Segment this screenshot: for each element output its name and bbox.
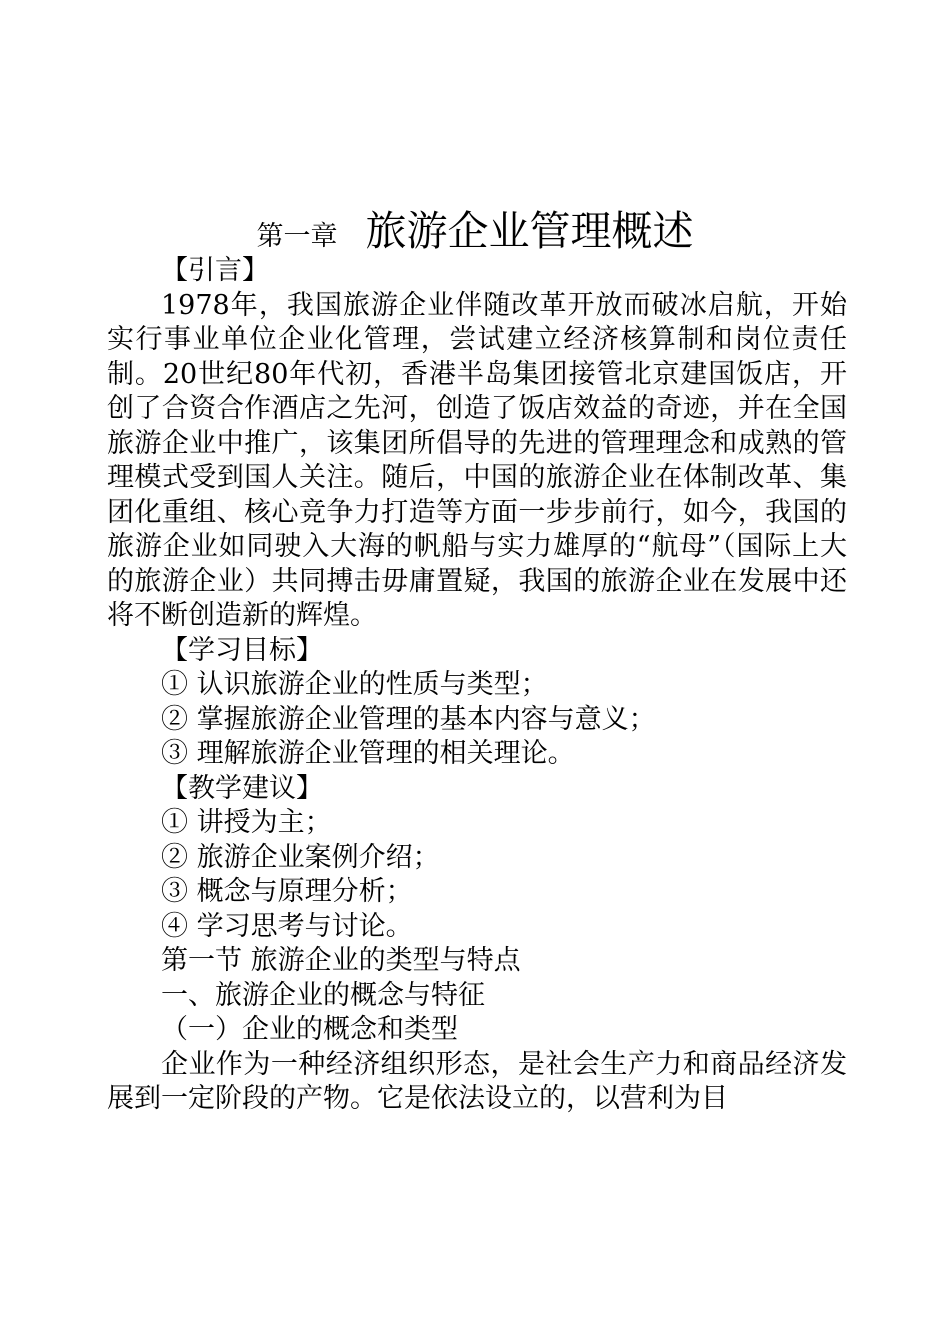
chapter-title-line [0,198,950,257]
chapter-label: 第一章 [256,221,338,252]
intro-paragraph: 1978年，我国旅游企业伴随改革开放而破冰启航，开始实行事业单位企业化管理，尝试建立经济核算制和岗位责任制。20世纪80年代初，香港半岛集团接管北京建国饭店，开创了合资合作酒店之先河，创造了饭店效益的奇迹，并在全国旅游企业中推广，该集团所倡导的先进的管理理念和成熟的管理模式受到国人关注。随后，中国的旅游企业在体制改革、集团化重组、核心竞争力打造等方面一步步前行，如今，我国的旅游企业如同驶入大海的帆船与实力雄厚的“航母”（国际上大的旅游企业）共同搏击毋庸置疑，我国的旅游企业在发展中还将不断创造新的辉煌。 [107,289,847,631]
goal-item: ① 认识旅游企业的性质与类型； [161,669,548,700]
subsubsection-heading: （一）企业的概念和类型 [161,1014,458,1045]
document-body [107,254,847,1117]
teaching-item: ② 旅游企业案例介绍； [161,841,440,873]
chapter-title: 旅游企业管理概述 [365,207,694,255]
body-paragraph: 企业作为一种经济组织形态，是社会生产力和商品经济发展到一定阶段的产物。它是依法设立的，以营利为目 [107,1048,847,1114]
goal-item: ② 掌握旅游企业管理的基本内容与意义； [161,703,656,735]
teaching-item: ③ 概念与原理分析； [161,876,413,907]
goal-item: ③ 理解旅游企业管理的相关理论。 [161,738,575,769]
goals-heading: 【学习目标】 [161,634,323,666]
intro-heading: 【引言】 [161,255,269,286]
teaching-item: ① 讲授为主； [161,807,332,838]
section-heading: 第一节 旅游企业的类型与特点 [161,945,521,976]
teaching-item: ④ 学习思考与讨论。 [161,910,413,942]
teaching-heading: 【教学建议】 [161,772,323,804]
subsection-heading: 一、旅游企业的概念与特征 [161,979,485,1011]
